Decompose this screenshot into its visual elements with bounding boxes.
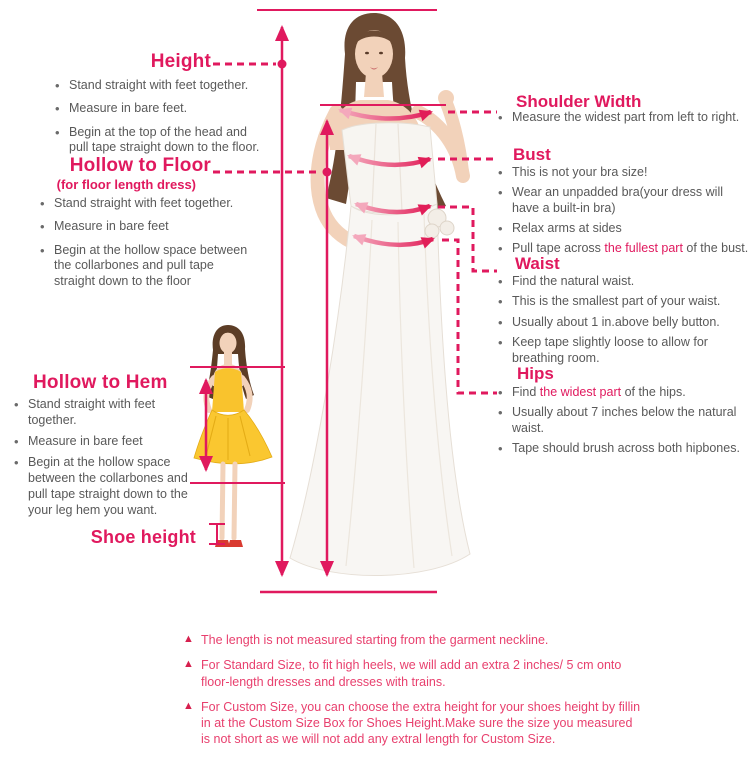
- bullet-text-part: Pull tape across: [512, 241, 605, 256]
- bullet-text-part: Find: [512, 385, 540, 399]
- bullet-text: [512, 405, 747, 437]
- bullet-text-part: Find the natural waist.: [512, 274, 635, 288]
- list-item: [55, 78, 285, 94]
- bullet-icon: •: [14, 433, 19, 449]
- bullet-icon: •: [498, 185, 503, 201]
- bullet-icon: •: [498, 441, 503, 456]
- bullet-icon: •: [55, 101, 60, 117]
- hollow-to-floor-title: Hollow to Floor: [69, 155, 211, 176]
- hollow-to-hem-instructions: [14, 397, 214, 519]
- warning-triangle-icon: ▲: [183, 633, 194, 645]
- bullet-icon: •: [498, 110, 503, 125]
- bullet-icon: •: [498, 314, 503, 330]
- footnote: [183, 699, 641, 748]
- bullet-icon: •: [498, 165, 503, 180]
- list-item: [40, 243, 280, 291]
- bust-instructions: [498, 165, 750, 258]
- list-item: [55, 101, 285, 117]
- list-item: [498, 315, 750, 331]
- bullet-text-part: of the bust.: [682, 241, 749, 256]
- list-item: [498, 110, 750, 126]
- bullet-text: Stand straight with feet together.: [69, 78, 249, 92]
- bullet-text: [512, 385, 686, 401]
- highlighted-text: the fullest part: [604, 241, 683, 256]
- list-item: [14, 397, 214, 429]
- list-item: [498, 165, 750, 181]
- bullet-icon: •: [55, 78, 60, 93]
- bullet-text-part: Relax arms at sides: [512, 221, 622, 235]
- height-connector-dot: [278, 60, 287, 69]
- bullet-icon: •: [40, 196, 45, 211]
- shoe-height-title: Shoe height: [90, 527, 196, 547]
- bullet-text: [512, 221, 622, 237]
- bullet-text: [512, 294, 720, 310]
- list-item: [498, 274, 750, 290]
- bullet-text: Begin at the hollow space between the collarbones and pull tape straight down to the floor: [54, 242, 248, 289]
- list-item: [498, 335, 750, 367]
- bullet-text: [512, 274, 634, 290]
- footnote: [183, 657, 641, 690]
- list-item: [498, 441, 750, 457]
- bullet-text-part: Keep tape slightly loose to allow for breathing room.: [512, 334, 708, 365]
- bullet-text: Stand straight with feet together.: [28, 397, 156, 427]
- bullet-icon: •: [55, 124, 60, 140]
- bullet-text-part: Tape should brush across both hipbones.: [512, 441, 740, 455]
- bullet-icon: •: [498, 405, 503, 421]
- waist-title: Waist: [515, 254, 560, 273]
- footnote-text: The length is not measured starting from the garment neckline.: [201, 633, 549, 647]
- bullet-text: [512, 185, 727, 217]
- bullet-text: Begin at the hollow space between the collarbones and pull tape straight down to the your leg hem you want.: [28, 455, 188, 517]
- bullet-icon: •: [14, 455, 19, 470]
- bullet-text: Measure in bare feet: [28, 433, 143, 448]
- bullet-icon: •: [498, 241, 503, 257]
- bullet-text: [512, 315, 720, 331]
- shoulder-width-instructions: [498, 110, 750, 126]
- warning-triangle-icon: ▲: [183, 658, 194, 671]
- bullet-icon: •: [498, 334, 503, 350]
- list-item: [40, 219, 280, 235]
- bullet-icon: •: [14, 397, 19, 412]
- highlighted-text: the widest part: [539, 385, 622, 399]
- bullet-text: Stand straight with feet together.: [54, 196, 234, 210]
- list-item: [14, 455, 214, 519]
- list-item: [498, 221, 750, 237]
- warning-triangle-icon: ▲: [183, 699, 194, 712]
- bullet-icon: •: [498, 274, 503, 289]
- hollow-to-floor-subtitle: (for floor length dress): [56, 177, 196, 192]
- hollow-to-floor-instructions: [40, 196, 280, 290]
- bullet-text: [512, 441, 740, 457]
- bullet-text: Begin at the top of the head and pull tape straight down to the floor.: [69, 124, 260, 155]
- footnotes: [183, 632, 641, 757]
- bullet-text-part: This is not your bra size!: [512, 165, 648, 179]
- bullet-text: Measure in bare feet.: [69, 101, 188, 116]
- footnote-text: For Standard Size, to fit high heels, we will add an extra 2 inches/ 5 cm onto floor-length dresses and dresses with trains.: [201, 658, 622, 689]
- bullet-icon: •: [40, 219, 45, 235]
- list-item: [498, 294, 750, 310]
- hips-connector-dashed: [442, 240, 497, 393]
- bust-title: Bust: [513, 145, 551, 164]
- bullet-text: [512, 165, 647, 181]
- bullet-icon: •: [40, 242, 45, 258]
- hollow-to-hem-title: Hollow to Hem: [33, 372, 168, 393]
- list-item: [498, 185, 750, 217]
- footnote: [183, 632, 641, 648]
- bullet-text: [512, 335, 727, 367]
- main-model-photo: [290, 13, 470, 576]
- list-item: [498, 385, 750, 401]
- hips-instructions: [498, 385, 750, 457]
- shoulder-width-title: Shoulder Width: [516, 92, 642, 111]
- bullet-text-part: This is the smallest part of your waist.: [512, 294, 721, 309]
- bullet-icon: •: [498, 294, 503, 310]
- bullet-text: [512, 110, 739, 126]
- list-item: [14, 434, 214, 450]
- height-instructions: [55, 78, 285, 156]
- hollow-connector-dot: [323, 168, 332, 177]
- list-item: [498, 405, 750, 437]
- list-item: [40, 196, 280, 212]
- footnote-text: For Custom Size, you can choose the extra height for your shoes height by fillin in at the Custom Size Box for Shoes Height.Make sure the size you measured is not short as we will not add any extral length for Custom Size.: [201, 699, 641, 747]
- bullet-text-part: Usually about 7 inches below the natural waist.: [512, 405, 737, 436]
- bullet-text-part: Measure the widest part from left to right.: [512, 110, 740, 124]
- waist-instructions: [498, 274, 750, 367]
- bullet-icon: •: [498, 221, 503, 236]
- bullet-icon: •: [498, 385, 503, 400]
- bullet-text-part: Wear an unpadded bra(your dress will have a built-in bra): [512, 185, 723, 216]
- bullet-text-part: of the hips.: [621, 385, 686, 399]
- height-title: Height: [150, 51, 211, 72]
- bullet-text: Measure in bare feet: [54, 219, 169, 234]
- list-item: [55, 125, 285, 157]
- hips-title: Hips: [517, 364, 554, 383]
- bullet-text-part: Usually about 1 in.above belly button.: [512, 314, 720, 329]
